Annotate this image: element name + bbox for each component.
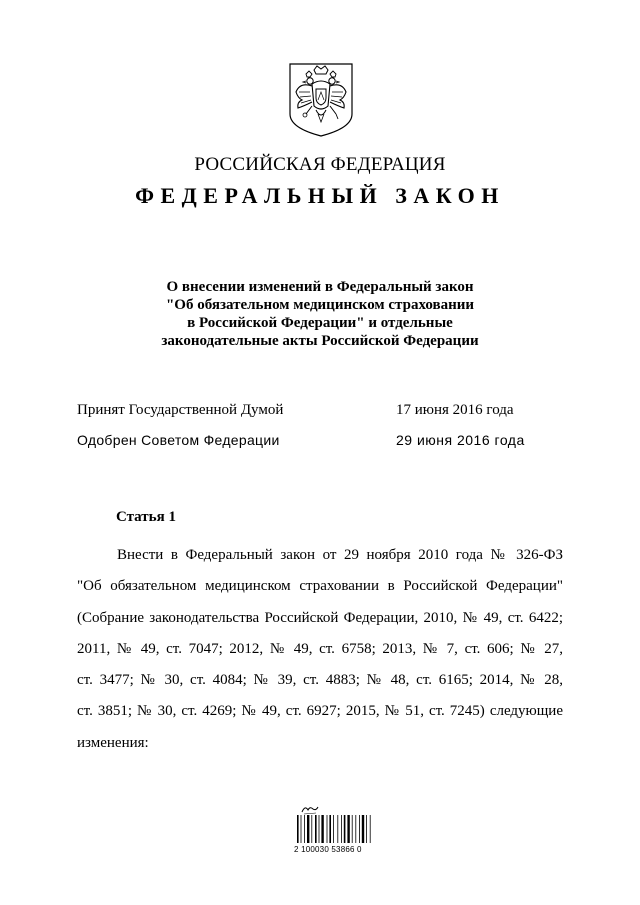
- law-title-line: О внесении изменений в Федеральный закон: [166, 279, 474, 295]
- article-body-line: (Собрание законодательства Российской Федерации, 2010, № 49, ст. 6422;: [77, 609, 563, 626]
- approved-by-council-label: Одобрен Советом Федерации: [77, 432, 280, 448]
- article-heading: Статья 1: [116, 509, 176, 525]
- article-body-line: Внести в Федеральный закон от 29 ноября 2010 года № 326-ФЗ: [117, 547, 563, 563]
- article-body-line: 2011, № 49, ст. 7047; 2012, № 49, ст. 6758; 2013, № 7, ст. 606; № 27,: [77, 640, 563, 657]
- document-type: ФЕДЕРАЛЬНЫЙ ЗАКОН: [135, 183, 505, 208]
- law-title: [0, 278, 640, 350]
- article-body-line: ст. 3851; № 30, ст. 4269; № 49, ст. 6927; 2015, № 51, ст. 7245) следующие: [77, 703, 563, 720]
- law-title-line: в Российской Федерации" и отдельные: [187, 315, 453, 331]
- article-body-line: ст. 3477; № 30, ст. 4084; № 39, ст. 4883; № 48, ст. 6165; 2014, № 28,: [77, 672, 563, 689]
- law-title-line: "Об обязательном медицинском страховании: [165, 297, 475, 313]
- article-body: [77, 540, 563, 759]
- law-title-line: законодательные акты Российской Федерации: [161, 333, 479, 349]
- approved-date: 29 июня 2016 года: [396, 432, 525, 448]
- barcode-icon: [296, 815, 372, 843]
- adopted-by-duma-label: Принят Государственной Думой: [77, 402, 284, 418]
- handwritten-mark-icon: [300, 803, 320, 815]
- article-body-line: изменения:: [77, 734, 149, 751]
- barcode-number: 2 100030 53866 0: [294, 845, 362, 854]
- adopted-date: 17 июня 2016 года: [396, 402, 514, 418]
- article-body-line: "Об обязательном медицинском страховании в Российской Федерации": [77, 578, 563, 595]
- country-name: РОССИЙСКАЯ ФЕДЕРАЦИЯ: [194, 154, 446, 175]
- coat-of-arms-emblem-icon: [288, 62, 354, 138]
